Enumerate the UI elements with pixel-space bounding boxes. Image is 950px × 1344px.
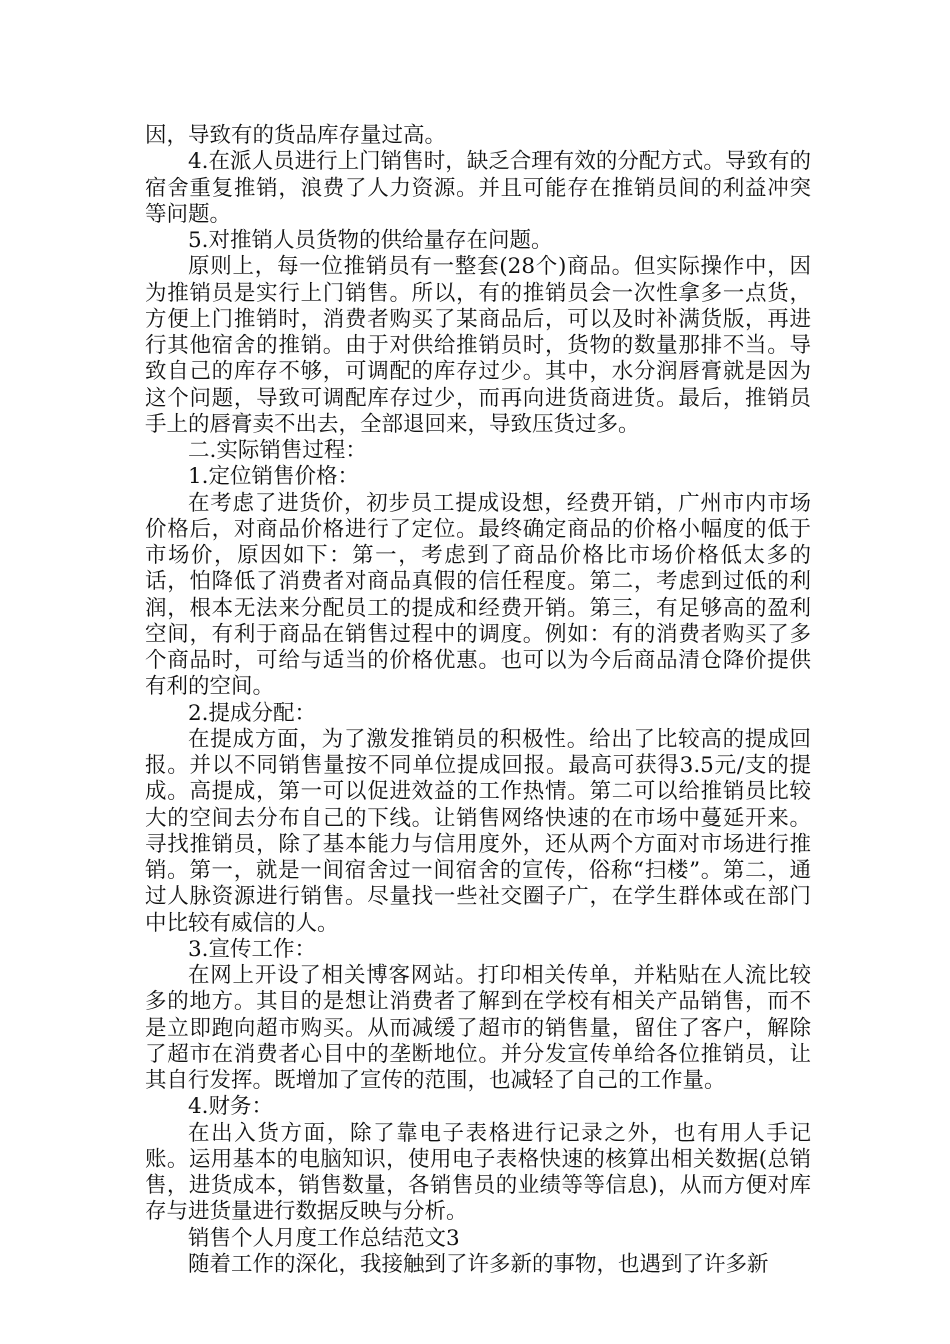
paragraph: 随着工作的深化，我接触到了许多新的事物，也遇到了许多新: [188, 1251, 769, 1277]
subsection-heading: 1.定位销售价格：: [188, 464, 360, 490]
paragraph: 5.对推销人员货物的供给量存在问题。: [188, 228, 553, 253]
paragraph: 4.在派人员进行上门销售时，缺乏合理有效的分配方式。导致有的宿舍重复推销，浪费了人力资源。并且可能存在推销员间的利益冲突等问题。: [145, 149, 811, 227]
subsection-heading: 3.宣传工作：: [188, 936, 317, 962]
paragraph: 原则上，每一位推销员有一整套(28个)商品。但实际操作中，因为推销员是实行上门销售。所以，有的推销员会一次性拿多一点货，方便上门推销时，消费者购买了某商品后，可以及时补满货版，再进行其他宿舍的推销。由于对供给推销员时，货物的数量那排不当。导致自己的库存不够，可调配的库存过少。其中，水分润唇膏就是因为这个问题，导致可调配库存过少，而再向进货商进货。最后，推销员手上的唇膏卖不出去，全部退回来，导致压货过多。: [145, 254, 811, 437]
subsection-heading: 2.提成分配：: [188, 700, 317, 726]
document-body: [145, 123, 811, 1278]
section-title: 销售个人月度工作总结范文3: [188, 1225, 460, 1251]
paragraph: 在出入货方面，除了靠电子表格进行记录之外，也有用人手记账。运用基本的电脑知识，使用电子表格快速的核算出相关数据(总销售，进货成本，销售数量，各销售员的业绩等等信息)，从而方便对库存与进货量进行数据反映与分析。: [145, 1120, 811, 1225]
paragraph: 因，导致有的货品库存量过高。: [145, 123, 447, 148]
section-heading: 二.实际销售过程：: [188, 438, 367, 463]
paragraph: 在考虑了进货价，初步员工提成设想，经费开销，广州市内市场价格后，对商品价格进行了定位。最终确定商品的价格小幅度的低于市场价，原因如下：第一，考虑到了商品价格比市场价格低太多的话，怕降低了消费者对商品真假的信任程度。第二，考虑到过低的利润，根本无法来分配员工的提成和经费开销。第三，有足够高的盈利空间，有利于商品在销售过程中的调度。例如：有的消费者购买了多个商品时，可给与适当的价格优惠。也可以为今后商品清仓降价提供有利的空间。: [145, 490, 811, 700]
paragraph: 在网上开设了相关博客网站。打印相关传单，并粘贴在人流比较多的地方。其目的是想让消费者了解到在学校有相关产品销售，而不是立即跑向超市购买。从而减缓了超市的销售量，留住了客户，解除了超市在消费者心目中的垄断地位。并分发宣传单给各位推销员，让其自行发挥。既增加了宣传的范围，也减轻了自己的工作量。: [145, 963, 811, 1093]
subsection-heading: 4.财务：: [188, 1094, 274, 1120]
paragraph: 在提成方面，为了激发推销员的积极性。给出了比较高的提成回报。并以不同销售量按不同单位提成回报。最高可获得3.5元/支的提成。高提成，第一可以促进效益的工作热情。第二可以给推销员比较大的空间去分布自己的下线。让销售网络快速的在市场中蔓延开来。寻找推销员，除了基本能力与信用度外，还从两个方面对市场进行推销。第一，就是一间宿舍过一间宿舍的宣传，俗称“扫楼”。第二，通过人脉资源进行销售。尽量找一些社交圈子广，在学生群体或在部门中比较有威信的人。: [145, 726, 811, 936]
